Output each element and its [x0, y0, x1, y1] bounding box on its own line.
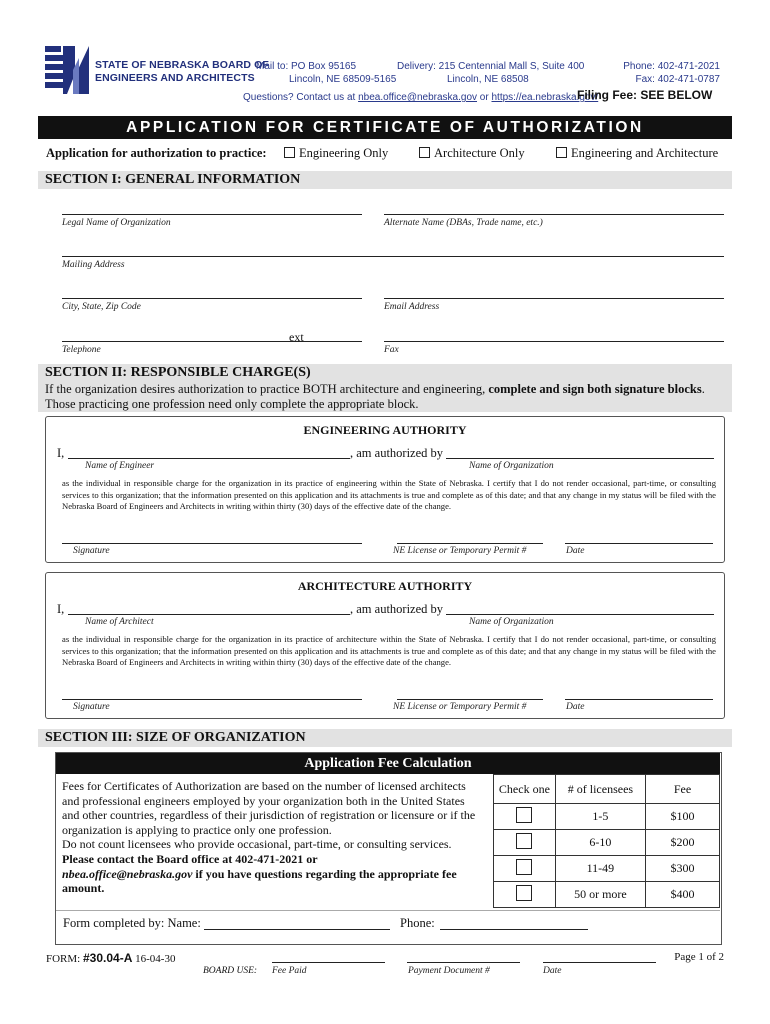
city-state-zip-field[interactable] [62, 298, 362, 299]
fee-para-2: Do not count licensees who provide occasional, part-time, or consulting services. [62, 837, 452, 852]
eng-license-label: NE License or Temporary Permit # [393, 546, 527, 556]
city-state-zip-label: City, State, Zip Code [62, 302, 141, 312]
fee-row [494, 804, 720, 830]
delivery-address-line2: Lincoln, NE 68508 [447, 74, 529, 85]
check-cell [494, 882, 556, 908]
filing-fee-note: Filing Fee: SEE BELOW [577, 88, 713, 102]
option-architecture-only[interactable] [419, 146, 525, 161]
divider [56, 910, 720, 911]
board-use-label: BOARD USE: [203, 966, 258, 976]
ext-label: ext [289, 330, 304, 344]
checkbox[interactable] [516, 807, 532, 823]
intro-emphasis: complete and sign both signature blocks [488, 382, 702, 396]
fee-row [494, 856, 720, 882]
arch-signature-label: Signature [73, 702, 110, 712]
board-name-line2: ENGINEERS AND ARCHITECTS [95, 72, 255, 84]
or-text: or [479, 92, 489, 103]
licensee-range: 6-10 [555, 830, 645, 856]
licensee-range: 11-49 [555, 856, 645, 882]
fee-calculation-title: Application Fee Calculation [56, 753, 720, 774]
legal-name-label: Legal Name of Organization [62, 218, 171, 228]
architect-name-label: Name of Architect [85, 617, 154, 627]
checkbox[interactable] [556, 147, 567, 158]
option-engineering-only[interactable] [284, 146, 388, 161]
check-cell [494, 856, 556, 882]
contact-text-end: if you have questions regarding the appropriate fee amount. [62, 866, 457, 896]
form-title: APPLICATION FOR CERTIFICATE OF AUTHORIZATION [38, 116, 732, 139]
arch-date-label: Date [566, 702, 585, 712]
completed-by-phone-field[interactable] [440, 929, 588, 930]
option-label: Engineering Only [299, 146, 389, 160]
telephone-label: Telephone [62, 345, 101, 355]
arch-date-field[interactable] [565, 699, 713, 700]
section-2-intro-line2: Those practicing one profession need only complete the appropriate block. [45, 397, 419, 411]
option-engineering-and-architecture[interactable] [556, 146, 718, 161]
check-cell [494, 830, 556, 856]
eng-organization-label: Name of Organization [469, 461, 554, 471]
section-2-heading: SECTION II: RESPONSIBLE CHARGE(S) [45, 365, 311, 380]
fax-field[interactable] [384, 341, 724, 342]
board-date-label: Date [543, 966, 562, 976]
fee-amount: $100 [646, 804, 720, 830]
fee-paid-label: Fee Paid [272, 966, 307, 976]
board-name-line1: STATE OF NEBRASKA BOARD OF [95, 59, 269, 71]
email-link[interactable]: nbea.office@nebraska.gov [358, 92, 478, 103]
mail-address-line1: Mail to: PO Box 95165 [256, 61, 357, 72]
section-3-heading: SECTION III: SIZE OF ORGANIZATION [38, 729, 732, 747]
eng-signature-label: Signature [73, 546, 110, 556]
arch-license-field[interactable] [397, 699, 543, 700]
engineer-name-field[interactable] [68, 458, 350, 459]
board-logo [45, 46, 89, 94]
arch-organization-field[interactable] [446, 614, 714, 615]
eng-date-label: Date [566, 546, 585, 556]
alternate-name-field[interactable] [384, 214, 724, 215]
arch-signature-field[interactable] [62, 699, 362, 700]
practice-label: Application for authorization to practice: [46, 146, 267, 160]
arch-authorized-by: , am authorized by [350, 602, 444, 616]
section-2-header [38, 364, 732, 412]
payment-document-label: Payment Document # [408, 966, 490, 976]
option-label: Engineering and Architecture [571, 146, 719, 160]
eng-i-label: I, [57, 446, 65, 460]
checkbox[interactable] [516, 833, 532, 849]
fee-para-3 [62, 852, 480, 896]
architect-name-field[interactable] [68, 614, 350, 615]
fee-table [493, 774, 720, 908]
intro-end: . [701, 382, 705, 396]
arch-license-label: NE License or Temporary Permit # [393, 702, 527, 712]
fee-amount: $400 [646, 882, 720, 908]
contact-email[interactable]: nbea.office@nebraska.gov [62, 866, 193, 881]
architecture-statement: as the individual in responsible charge for the organization in its practice of architecture within the State of Nebraska. I certify that I do not render occasional, part-time, or consulting services to this organization; that the information presented on this application and its attachments is true and complete as of this date; and that any change in my status will be filed with the Nebraska Board of Engineers and Architects in writing within thirty (30) days of the effective date of the change. [62, 634, 716, 667]
alternate-name-label: Alternate Name (DBAs, Trade name, etc.) [384, 218, 543, 228]
fee-row [494, 830, 720, 856]
form-code: #30.04-A [83, 951, 133, 965]
fee-para-1: Fees for Certificates of Authorization are based on the number of licensed architects and professional engineers employed by your organization both in the United States and other countries, regardless of their jurisdiction of registration or licensure or if the organization is applying to practice only one profession. [62, 779, 476, 837]
questions-label: Questions? Contact us at [243, 92, 356, 103]
eng-authorized-by: , am authorized by [350, 446, 444, 460]
phone-number: Phone: 402-471-2021 [623, 61, 720, 72]
checkbox[interactable] [516, 885, 532, 901]
checkbox[interactable] [284, 147, 295, 158]
fee-paid-field [272, 962, 385, 963]
engineering-statement: as the individual in responsible charge for the organization in its practice of engineering within the State of Nebraska. I certify that I do not render occasional, part-time, or consulting services to this organization; that the information presented on this application and its attachments is true and complete as of this date; and that any change in my status will be filed with the Nebraska Board of Engineers and Architects in writing within thirty (30) days of the effective date of the change. [62, 478, 716, 511]
form-number [46, 951, 175, 965]
checkbox[interactable] [419, 147, 430, 158]
form-revision-date: 16-04-30 [135, 953, 176, 965]
section-1-heading: SECTION I: GENERAL INFORMATION [38, 171, 732, 189]
mail-address-line2: Lincoln, NE 68509-5165 [289, 74, 397, 85]
delivery-address-line1: Delivery: 215 Centennial Mall S, Suite 400 [397, 61, 585, 72]
fax-label: Fax [384, 345, 399, 355]
licensee-range: 50 or more [555, 882, 645, 908]
check-cell [494, 804, 556, 830]
mailing-address-field[interactable] [62, 256, 724, 257]
col-header-licensees: # of licensees [555, 775, 645, 804]
col-header-fee: Fee [646, 775, 720, 804]
mailing-address-label: Mailing Address [62, 260, 125, 270]
legal-name-field[interactable] [62, 214, 362, 215]
col-header-check: Check one [494, 775, 556, 804]
engineer-name-label: Name of Engineer [85, 461, 155, 471]
arch-i-label: I, [57, 602, 65, 616]
intro-text: If the organization desires authorization to practice BOTH architecture and engineering, [45, 382, 486, 396]
eng-license-field[interactable] [397, 543, 543, 544]
arch-organization-label: Name of Organization [469, 617, 554, 627]
checkbox[interactable] [516, 859, 532, 875]
email-field[interactable] [384, 298, 724, 299]
engineering-authority-title: ENGINEERING AUTHORITY [303, 423, 467, 437]
completed-by-label: Form completed by: Name: [63, 916, 201, 930]
email-label: Email Address [384, 302, 440, 312]
fee-amount: $200 [646, 830, 720, 856]
telephone-field[interactable] [62, 341, 362, 342]
fee-explanation [62, 779, 480, 896]
contact-text: Please contact the Board office at 402-471-2021 or [62, 851, 318, 866]
form-label: FORM: [46, 953, 81, 965]
fee-row [494, 882, 720, 908]
completed-by-name-field[interactable] [204, 929, 390, 930]
completed-by-phone-label: Phone: [400, 916, 435, 930]
website-link[interactable]: https://ea.nebraska.gov/ [491, 92, 599, 103]
eng-date-field[interactable] [565, 543, 713, 544]
eng-signature-field[interactable] [62, 543, 362, 544]
payment-document-field [407, 962, 520, 963]
fax-number: Fax: 402-471-0787 [635, 74, 720, 85]
architecture-authority-title: ARCHITECTURE AUTHORITY [297, 579, 473, 593]
option-label: Architecture Only [434, 146, 525, 160]
section-2-intro [38, 382, 732, 397]
page-number: Page 1 of 2 [674, 951, 724, 963]
licensee-range: 1-5 [555, 804, 645, 830]
board-date-field [543, 962, 656, 963]
fee-amount: $300 [646, 856, 720, 882]
eng-organization-field[interactable] [446, 458, 714, 459]
